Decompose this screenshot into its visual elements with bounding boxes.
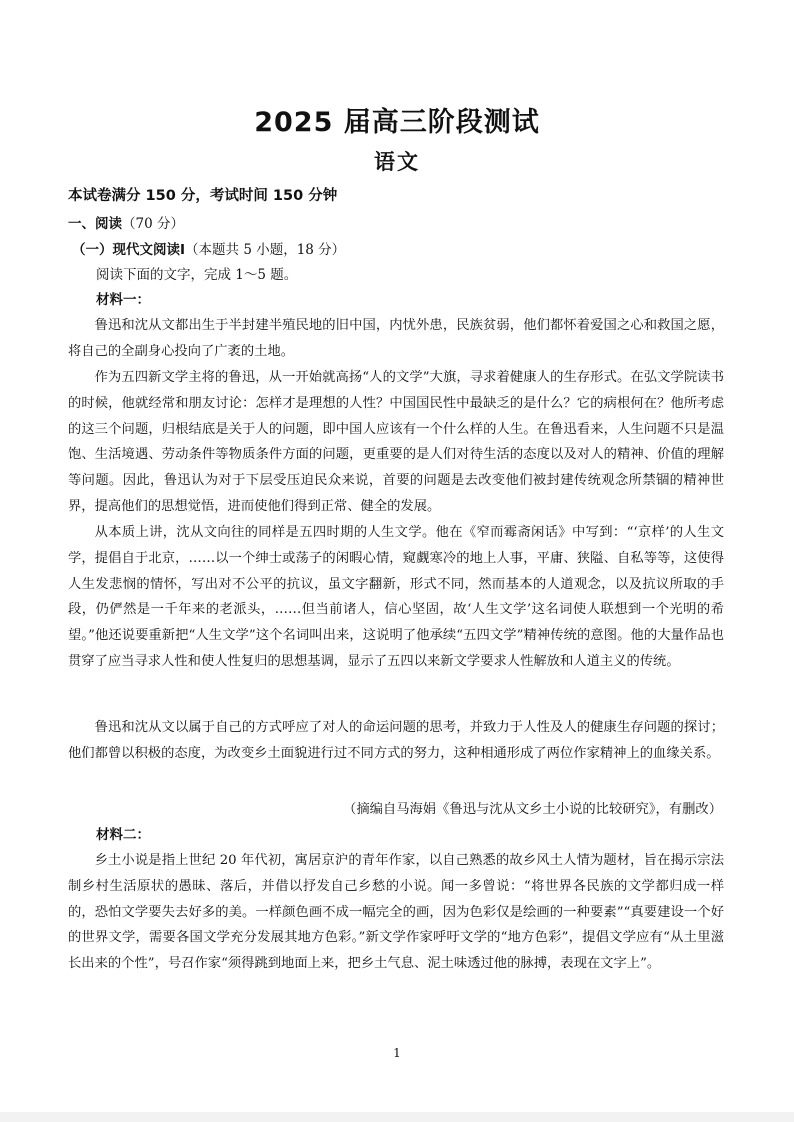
- material1-paragraph: 从本质上讲，沈从文向往的同样是五四时期的人生文学。他在《窄而霉斋闲话》中写到：“‘京样’的人生文学，提倡自于北京，……以一个绅士或荡子的闲暇心情，窥觑寒冷的地上人事，平庸、狭隘、自私等等，这使得人生发悲悯的情怀，写出对不公平的抗议，虽文字翻新，形式不同，然而基本的人道观念，以及抗议所取的手段，仍俨然是一千年来的老派头，……但当前诸人，信心坚固，故‘人生文学’这名词使人联想到一个光明的希望。”他还说要重新把“人生文学”这个名词叫出来，这说明了他承续“五四文学”精神传统的意图。他的大量作品也贯穿了应当寻求人性和使人性复归的思想基调，显示了五四以来新文学要求人性解放和人道主义的传统。: [68, 525, 724, 669]
- section-heading: [68, 212, 184, 232]
- material2-label: 材料二：: [96, 827, 150, 843]
- page-bottom-edge: [0, 1112, 794, 1122]
- section-note: （70 分）: [122, 216, 184, 232]
- subsection-heading: [72, 238, 345, 258]
- subject-title: 语文: [374, 150, 420, 174]
- section-label: 一、阅读: [68, 216, 122, 232]
- page-number: 1: [393, 1046, 401, 1060]
- material1-paragraph: 作为五四新文学主将的鲁迅，从一开始就高扬“人的文学”大旗，寻求着健康人的生存形式。在弘文学院读书的时候，他就经常和朋友讨论：怎样才是理想的人性？中国国民性中最缺乏的是什么？它的病根何在？他所考虑的这三个问题，归根结底是关于人的问题，即中国人应该有一个什么样的人生。在鲁迅看来，人生问题不只是温饱、生活境遇、劳动条件等物质条件方面的问题，更重要的是人们对待生活的态度以及对人的精神、价值的理解等问题。因此，鲁迅认为对于下层受压迫民众来说，首要的问题是去改变他们被封建传统观念所禁锢的精神世界，提高他们的思想觉悟，进而使他们得到正常、健全的发展。: [68, 370, 724, 514]
- exam-info: 本试卷满分 150 分，考试时间 150 分钟: [68, 188, 338, 204]
- instruction: 阅读下面的文字，完成 1～5 题。: [96, 267, 298, 283]
- material2-paragraph: 乡土小说是指上世纪 20 年代初，寓居京沪的青年作家，以自己熟悉的故乡风土人情为题材，旨在揭示宗法制乡村生活原状的愚昧、落后，并借以抒发自己乡愁的小说。闻一多曾说：“将世界各民族的文学都归成一样的，恐怕文学要失去好多的美。一样颜色画不成一幅完全的画，因为色彩仅是绘画的一种要素”“真要建设一个好的世界文学，需要各国文学充分发展其地方色彩。”新文学作家呼吁文学的“地方色彩”，提倡文学应有“从土里滋长出来的个性”，号召作家“须得跳到地面上来，把乡土气息、泥土味透过他的脉搏，表现在文字上”。: [68, 853, 724, 972]
- material1-paragraph: 鲁迅和沈从文都出生于半封建半殖民地的旧中国，内忧外患，民族贫弱，他们都怀着爱国之心和救国之愿，将自己的全副身心投向了广袤的土地。: [68, 318, 724, 359]
- exam-title: 2025 届高三阶段测试: [254, 107, 540, 138]
- subsection-note: （本题共 5 小题，18 分）: [185, 242, 346, 258]
- material1-source: （摘编自马海娟《鲁迅与沈从文乡土小说的比较研究》，有删改）: [343, 802, 722, 817]
- subsection-label: （一）现代文阅读Ⅰ: [72, 242, 186, 258]
- material1-label: 材料一：: [96, 292, 150, 308]
- material1-paragraph: 鲁迅和沈从文以属于自己的方式呼应了对人的命运问题的思考，并致力于人性及人的健康生存问题的探讨；他们都曾以积极的态度，为改变乡土面貌进行过不同方式的努力，这种相通形成了两位作家精神上的血缘关系。: [68, 720, 724, 761]
